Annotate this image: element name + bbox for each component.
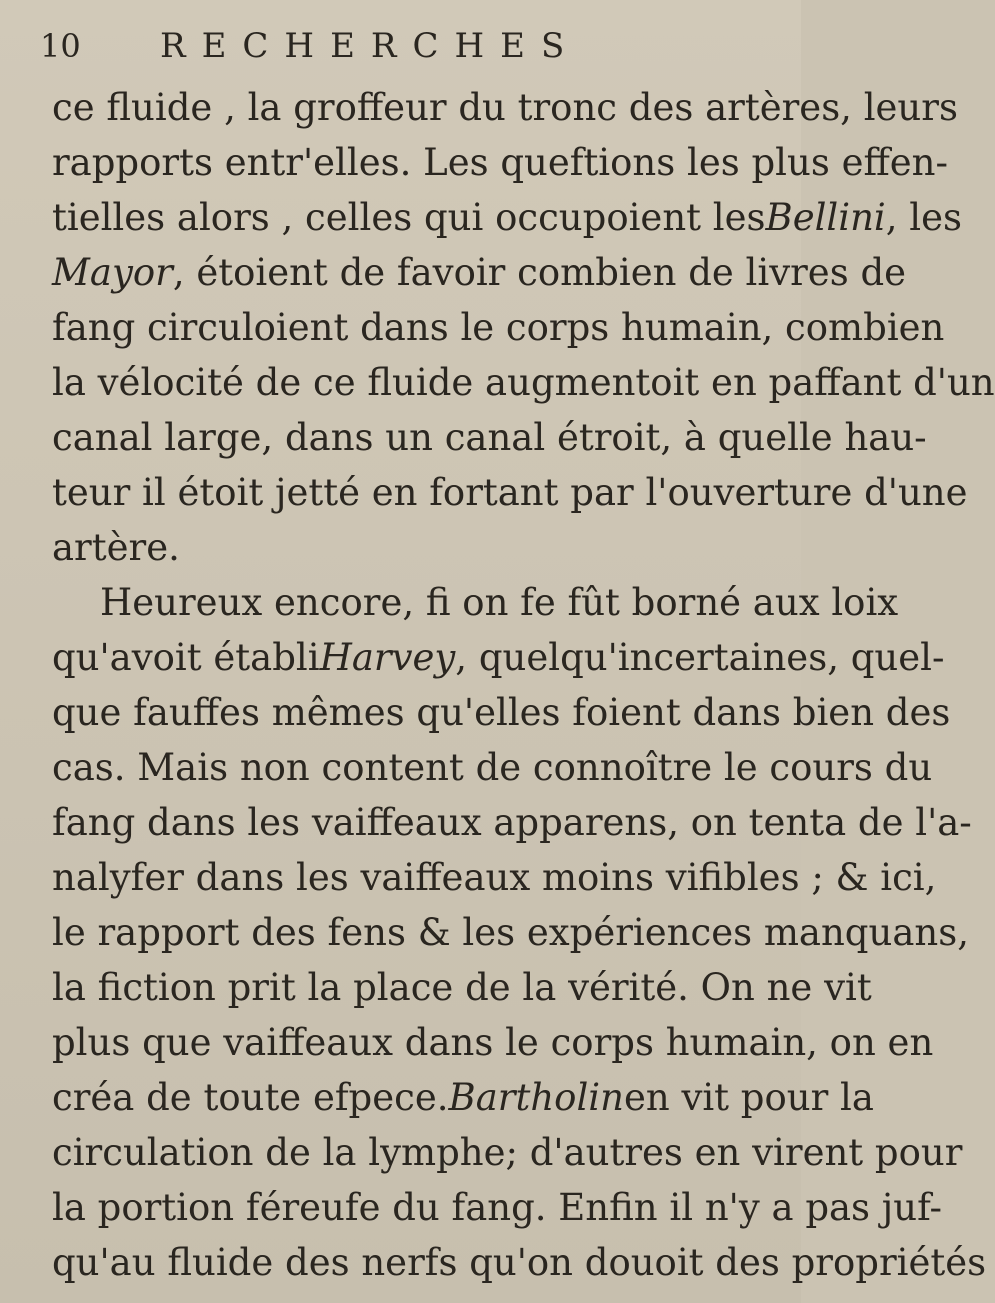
text-line: circulation de la lymphe; d'autres en virent pour [52,1131,963,1174]
text-line: fang dans les vaiffeaux apparens, on tenta de l'a- [52,801,972,844]
text-span: qu'avoit établi [52,636,320,679]
text-line: cas. Mais non content de connoître le cours du [52,746,933,789]
text-line: canal large, dans un canal étroit, à quelle hau- [52,416,927,459]
text-line: rapports entr'elles. Les queftions les plus effen- [52,141,948,184]
text-line: ce fluide , la groffeur du tronc des artères, leurs [52,86,958,129]
italic-name: Mayor [52,251,173,294]
page-number: 10 [40,27,81,65]
page-header [40,18,760,74]
running-head: RECHERCHES [160,26,581,66]
text-line [52,630,945,685]
italic-name: Bellini [765,196,886,239]
text-line: fang circuloient dans le corps humain, combien [52,306,945,349]
text-line [52,245,907,300]
text-line: le rapport des fens & les expériences manquans, [52,911,969,954]
text-line: la portion féreufe du fang. Enfin il n'y a pas juf- [52,1186,942,1229]
italic-name: Bartholin [448,1076,624,1119]
text-line: nalyfer dans les vaiffeaux moins vifibles ; & ici, [52,856,937,899]
text-span: , étoient de favoir combien de livres de [172,251,907,294]
text-span: , quelqu'incertaines, quel- [455,636,945,679]
text-line: Heureux encore, fi on fe fût borné aux loix [100,581,899,624]
text-line: la vélocité de ce fluide augmentoit en paffant d'un [52,361,995,404]
text-line: la fiction prit la place de la vérité. On ne vit [52,966,872,1009]
text-line: teur il étoit jetté en fortant par l'ouverture d'une [52,471,968,514]
text-span: tielles alors , celles qui occupoient les [52,196,766,239]
text-line [52,190,962,245]
text-line: que fauffes mêmes qu'elles foient dans bien des [52,691,951,734]
text-span: en vit pour la [623,1076,874,1119]
text-span: créa de toute efpece. [52,1076,449,1119]
italic-name: Harvey [319,636,456,679]
text-span: , les [885,196,962,239]
text-line: qu'au fluide des nerfs qu'on douoit des propriétés [52,1241,987,1284]
text-line [52,1070,874,1125]
text-line: plus que vaiffeaux dans le corps humain, on en [52,1021,934,1064]
text-line: artère. [52,526,180,569]
